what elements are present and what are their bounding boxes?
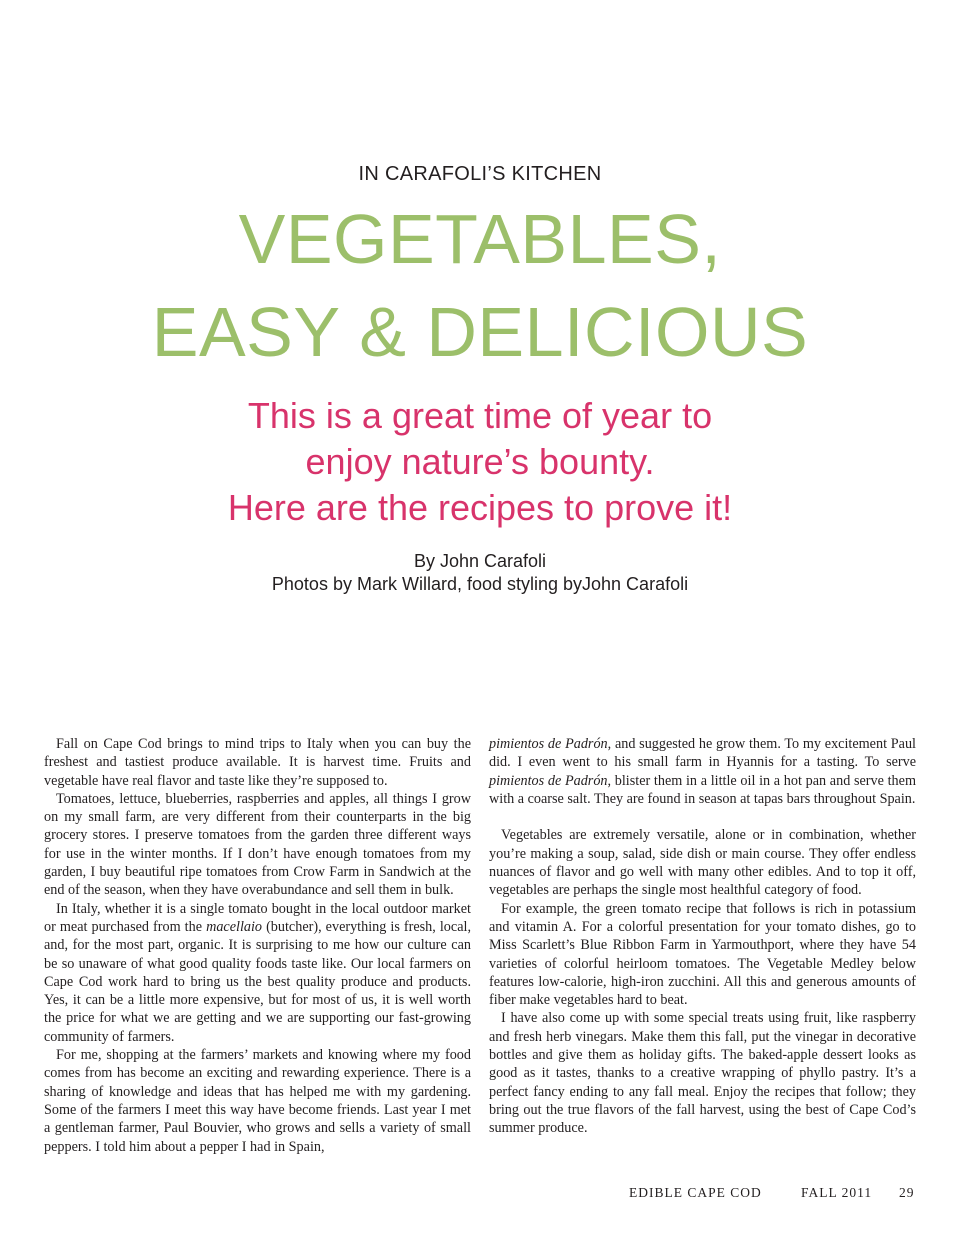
author-byline: By John Carafoli bbox=[413, 551, 547, 571]
photo-credit: Photos by Mark Willard, food styling byJohn Carafoli bbox=[271, 574, 689, 594]
italic-term: macellaio bbox=[206, 918, 263, 935]
italic-term: pimientos de Padrón bbox=[489, 736, 608, 752]
deck-line-1: This is a great time of year to bbox=[247, 395, 713, 436]
paragraph: I have also come up with some special treats using fruit, like raspberry and fresh herb vinegars. Make them this fall, put the vinegar in decorative bottles and give them as holiday gifts. The baked-apple dessert looks as good as it tastes, thanks to a creative wrapping of phyllo pastry. It’s a perfect fancy ending to any fall meal. Enjoy the recipes that follow; they bring out the true flavors of the fall harvest, using the best of Cape Cod’s summer produce. bbox=[489, 1010, 916, 1137]
italic-term: pimientos de Padrón bbox=[489, 772, 608, 789]
paragraph: Tomatoes, lettuce, blueberries, raspberries and apples, all things I grow on my small farm, are very different from their counterparts in the big grocery stores. I preserve tomatoes from the garden three different ways for use in the winter months. If I don’t have enough tomatoes from my garden, I buy beautiful ripe tomatoes from Crow Farm in Sandwich at the end of the season, when they have overabundance and sell them in bulk. bbox=[44, 790, 471, 899]
footer-issue: FALL 2011 bbox=[801, 1185, 873, 1200]
article-title-line-2: EASY & DELICIOUS bbox=[151, 293, 809, 371]
page-footer bbox=[0, 1185, 960, 1205]
body-column-left bbox=[44, 735, 471, 1156]
paragraph bbox=[44, 900, 471, 1046]
text-run: (butcher), everything is fresh, local, and, for the most part, organic. It is surprising to me how our culture can be so unaware of what good quality foods taste like. Our local farmers on Cape Cod work hard to bring us the best quality produce and products. Yes, it can be a little more expensive, but for most of us, it is well worth the price for what we are getting and we are supporting our fast-growing community of farmers. bbox=[44, 918, 471, 1045]
paragraph: Vegetables are extremely versatile, alone or in combination, whether you’re making a soup, salad, side dish or main course. They offer endless nuances of flavor and go well with many other edibles. And to top it off, vegetables are perhaps the single most healthful category of food. bbox=[489, 827, 916, 899]
paragraph: For me, shopping at the farmers’ markets and knowing where my food comes from has become an exciting and rewarding experience. There is a sharing of knowledge and ideas that has helped me with my gardening. Some of the farmers I meet this way have become friends. Last year I met a gentleman farmer, Paul Bouvier, who grows and sells a variety of small peppers. I told him about a pepper I had in Spain, bbox=[44, 1047, 471, 1155]
paragraph: Fall on Cape Cod brings to mind trips to Italy when you can buy the freshest and tastiest produce available. It is harvest time. Fruits and vegetable have real flavor and taste like they’re supposed to. bbox=[44, 736, 471, 789]
paragraph bbox=[489, 735, 916, 808]
article-title-line-1: VEGETABLES, bbox=[238, 200, 722, 278]
footer-publication: EDIBLE CAPE COD bbox=[629, 1185, 762, 1200]
text-run: In Italy, whether it is a single tomato bought in the local outdoor market or meat purchased from the bbox=[44, 900, 471, 935]
text-run: , blister them in a little oil in a hot pan and serve them with a coarse salt. They are found in season at tapas bars throughout Spain. bbox=[489, 772, 916, 807]
paragraph: For example, the green tomato recipe that follows is rich in potassium and vitamin A. For a colorful presentation for your tomato dishes, go to Miss Scarlett’s Blue Ribbon Farm in Yarmouthport, where they have 54 varieties of colorful heirloom tomatoes. The Vegetable Medley below features low-calorie, high-iron zucchini. All this and generous amounts of fiber make vegetables hard to beat. bbox=[489, 900, 916, 1009]
page-number: 29 bbox=[899, 1185, 915, 1200]
text-run: , and suggested he grow them. To my excitement Paul did. I even went to his small farm in Hyannis for a tasting. To serve bbox=[489, 736, 916, 771]
deck-line-2: enjoy nature’s bounty. bbox=[305, 441, 655, 482]
body-column-right bbox=[489, 735, 916, 1138]
deck-line-3: Here are the recipes to prove it! bbox=[227, 487, 733, 528]
section-kicker: IN CARAFOLI’S KITCHEN bbox=[358, 163, 602, 185]
